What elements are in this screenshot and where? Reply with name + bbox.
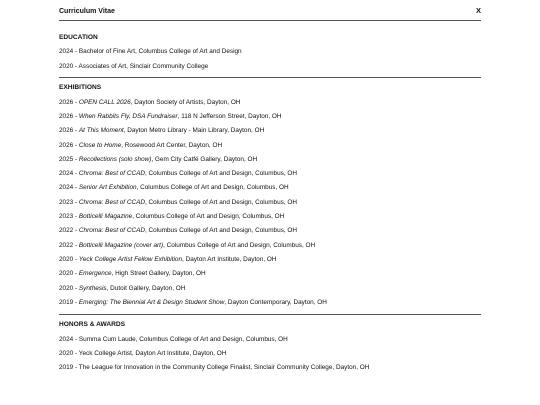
exhibition-item: 2024 - Senior Art Exhibition, Columbus College of Art and Design, Columbus, OH [59,184,289,191]
exhibition-item: 2020 - Yeck College Artist Fellow Exhibition, Dayton Art Institute, Dayton, OH [59,256,277,263]
page-title: Curriculum Vitae [59,7,115,15]
close-button[interactable]: X [475,6,481,16]
honor-item: 2019 - The League for Innovation in the Community College Finalist, Sinclair Community College, Dayton, OH [59,364,370,371]
exhibition-item: 2022 - Chroma: Best of CCAD, Columbus College of Art and Design, Columbus, OH [59,227,297,234]
divider [59,77,481,78]
exhibition-item: 2022 - Botticelli Magazine (cover art), Columbus College of Art and Design, Columbus, OH [59,242,316,249]
section-title-honors: HONORS & AWARDS [59,321,126,328]
exhibition-item: 2020 - Synthesis, Dutoit Gallery, Dayton, OH [59,285,186,292]
exhibition-item: 2026 - OPEN CALL 2026, Dayton Society of Artists, Dayton, OH [59,99,241,106]
exhibition-item: 2026 - Close to Home, Rosewood Art Center, Dayton, OH [59,142,223,149]
exhibition-item: 2026 - When Rabbits Fly, DSA Fundraiser, 118 N Jefferson Street, Dayton, OH [59,113,282,120]
exhibition-item: 2019 - Emerging: The Biennial Art & Design Student Show, Dayton Contemporary, Dayton, OH [59,299,327,306]
education-item: 2020 - Associates of Art, Sinclair Community College [59,63,209,70]
divider [59,314,481,315]
section-title-exhibitions: EXHIBITIONS [59,84,102,91]
exhibition-item: 2023 - Chroma: Best of CCAD, Columbus College of Art and Design, Columbus, OH [59,199,297,206]
exhibition-item: 2025 - Recollections (solo show), Gem City Catfé Gallery, Dayton, OH [59,156,258,163]
honor-item: 2024 - Summa Cum Laude, Columbus College of Art and Design, Columbus, OH [59,336,288,343]
honor-item: 2020 - Yeck College Artist, Dayton Art Institute, Dayton, OH [59,350,227,357]
exhibition-item: 2020 - Emergence, High Street Gallery, Dayton, OH [59,270,206,277]
education-item: 2024 - Bachelor of Fine Art, Columbus College of Art and Design [59,48,242,55]
header-bar [59,6,481,16]
divider [59,20,481,21]
exhibition-item: 2024 - Chroma: Best of CCAD, Columbus College of Art and Design, Columbus, OH [59,170,297,177]
exhibition-item: 2023 - Botticelli Magazine, Columbus College of Art and Design, Columbus, OH [59,213,285,220]
section-title-education: EDUCATION [59,34,98,41]
exhibition-item: 2026 - At This Moment, Dayton Metro Library - Main Library, Dayton, OH [59,127,265,134]
